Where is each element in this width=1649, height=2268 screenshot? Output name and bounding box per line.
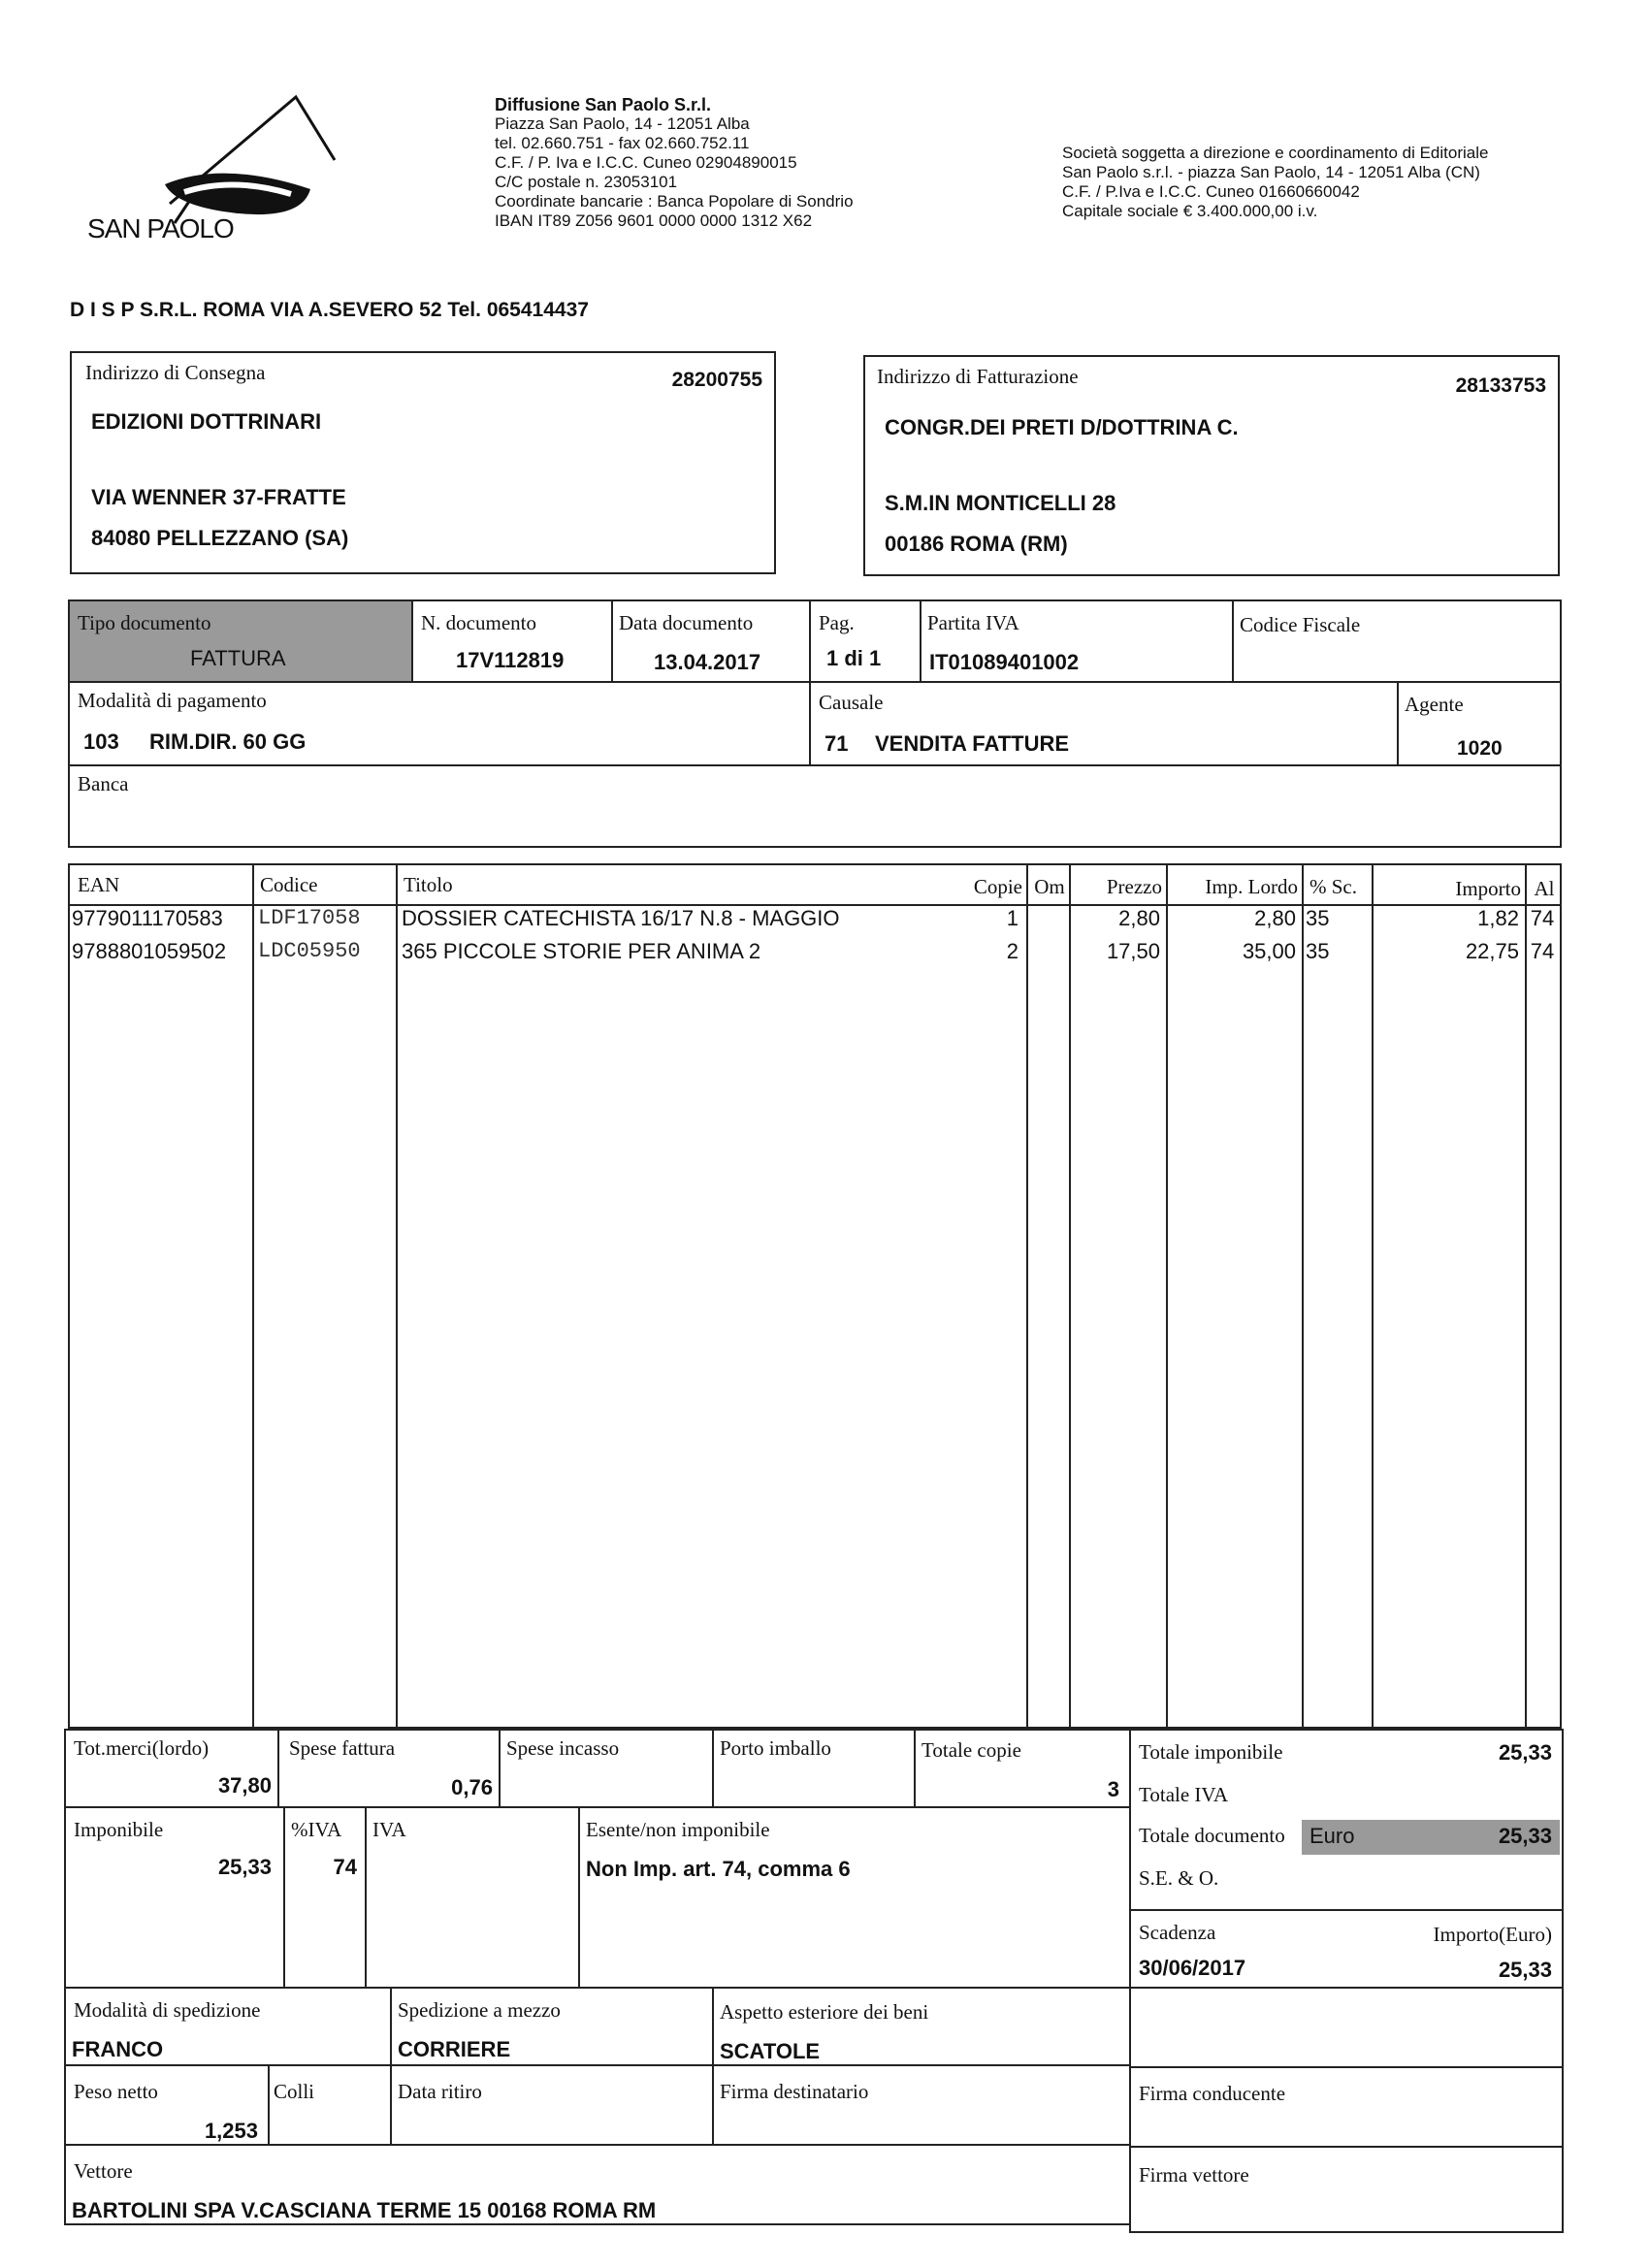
scadenza-label: Scadenza [1139, 1921, 1216, 1944]
iva-label: IVA [372, 1818, 406, 1841]
doc-page-value: 1 di 1 [826, 646, 882, 670]
doc-date-value: 13.04.2017 [654, 650, 761, 674]
row-discount: 35 [1306, 939, 1330, 963]
totale-documento-label: Totale documento [1139, 1824, 1285, 1847]
se-o-label: S.E. & O. [1139, 1866, 1219, 1890]
tot-merci-label: Tot.merci(lordo) [74, 1736, 210, 1760]
pickup-date-label: Data ritiro [398, 2080, 482, 2103]
row-code: LDC05950 [258, 939, 361, 963]
row-ean: 9779011170583 [72, 906, 223, 930]
company-phone: tel. 02.660.751 - fax 02.660.752.11 [495, 134, 750, 152]
row-al: 74 [1530, 939, 1555, 963]
payment-label: Modalità di pagamento [78, 689, 267, 712]
driver-signature-label: Firma conducente [1139, 2082, 1286, 2105]
billing-address-box [863, 355, 1560, 576]
row-price: 2,80 [1118, 906, 1160, 930]
totale-imponibile-value: 25,33 [1498, 1740, 1552, 1765]
col-header-om: Om [1034, 875, 1065, 898]
totale-copie-label: Totale copie [922, 1738, 1021, 1762]
distributor-line: D I S P S.R.L. ROMA VIA A.SEVERO 52 Tel. 065414437 [70, 299, 589, 321]
carrier-value: BARTOLINI SPA V.CASCIANA TERME 15 00168 ROMA RM [72, 2198, 657, 2222]
delivery-street: VIA WENNER 37-FRATTE [91, 485, 346, 509]
doc-number-label: N. documento [421, 611, 536, 634]
row-copies: 1 [1006, 906, 1018, 930]
percent-iva-label: %IVA [291, 1818, 342, 1841]
row-al: 74 [1530, 906, 1555, 930]
company-bank: Coordinate bancarie : Banca Popolare di Sondrio [495, 192, 854, 211]
document-info-box [68, 599, 1562, 848]
col-header-title: Titolo [404, 873, 453, 896]
company-vat: C.F. / P. Iva e I.C.C. Cuneo 02904890015 [495, 153, 797, 172]
col-header-al: Al [1534, 877, 1555, 900]
billing-street: S.M.IN MONTICELLI 28 [885, 491, 1116, 515]
row-ean: 9788801059502 [72, 939, 227, 963]
company-info [495, 95, 999, 231]
shipping-mode-label: Modalità di spedizione [74, 1998, 261, 2022]
shipping-means-label: Spedizione a mezzo [398, 1998, 561, 2022]
importo-euro-label: Importo(Euro) [1433, 1923, 1552, 1946]
spese-incasso-label: Spese incasso [506, 1736, 620, 1760]
spese-fattura-value: 0,76 [451, 1775, 493, 1799]
direction-line-1: Società soggetta a direzione e coordinamento di Editoriale [1062, 144, 1489, 162]
doc-type-label: Tipo documento [78, 611, 211, 634]
doc-date-label: Data documento [619, 611, 754, 634]
company-address: Piazza San Paolo, 14 - 12051 Alba [495, 114, 750, 133]
totale-iva-label: Totale IVA [1139, 1783, 1229, 1806]
col-header-discount: % Sc. [1310, 875, 1357, 898]
doc-type-value: FATTURA [190, 646, 286, 670]
san-paolo-logo-mark [78, 87, 340, 233]
company-name: Diffusione San Paolo S.r.l. [495, 95, 712, 114]
currency-label: Euro [1310, 1824, 1355, 1848]
totale-documento-value: 25,33 [1498, 1824, 1552, 1848]
row-price: 17,50 [1106, 939, 1160, 963]
importo-euro-value: 25,33 [1498, 1958, 1552, 1982]
billing-city: 00186 ROMA (RM) [885, 532, 1068, 556]
items-table [68, 863, 1562, 1729]
logo-text: SAN PAOLO [87, 213, 234, 243]
causale-label: Causale [819, 691, 884, 714]
delivery-label: Indirizzo di Consegna [85, 361, 266, 384]
net-weight-value: 1,253 [204, 2119, 258, 2143]
net-weight-label: Peso netto [74, 2080, 158, 2103]
delivery-address-box [70, 351, 776, 574]
row-code: LDF17058 [258, 906, 361, 930]
delivery-code: 28200755 [671, 369, 762, 391]
row-gross: 35,00 [1242, 939, 1296, 963]
col-header-price: Prezzo [1106, 875, 1162, 898]
col-header-code: Codice [260, 873, 318, 896]
recipient-signature-label: Firma destinatario [720, 2080, 869, 2103]
bank-label: Banca [78, 772, 129, 795]
col-header-copies: Copie [973, 875, 1022, 898]
shipping-means-value: CORRIERE [398, 2037, 511, 2061]
billing-label: Indirizzo di Fatturazione [877, 365, 1079, 388]
causale-value: VENDITA FATTURE [875, 731, 1070, 756]
payment-code: 103 [83, 729, 119, 754]
delivery-city: 84080 PELLEZZANO (SA) [91, 526, 349, 550]
col-header-amount: Importo [1455, 877, 1521, 900]
porto-imballo-label: Porto imballo [720, 1736, 831, 1760]
vat-label: Partita IVA [927, 611, 1019, 634]
row-amount: 22,75 [1465, 939, 1519, 963]
esente-label: Esente/non imponibile [586, 1818, 770, 1841]
carrier-signature-label: Firma vettore [1139, 2163, 1249, 2187]
causale-code: 71 [824, 731, 849, 756]
percent-iva-value: 74 [333, 1855, 357, 1879]
row-title: 365 PICCOLE STORIE PER ANIMA 2 [402, 939, 761, 963]
spese-fattura-label: Spese fattura [289, 1736, 396, 1760]
row-copies: 2 [1006, 939, 1018, 963]
company-logo [78, 87, 340, 252]
scadenza-value: 30/06/2017 [1139, 1956, 1246, 1980]
carrier-label: Vettore [74, 2159, 133, 2183]
company-iban: IBAN IT89 Z056 9601 0000 0000 1312 X62 [495, 211, 813, 230]
payment-value: RIM.DIR. 60 GG [149, 729, 307, 754]
totale-imponibile-label: Totale imponibile [1139, 1740, 1283, 1764]
row-discount: 35 [1306, 906, 1330, 930]
direction-line-2: San Paolo s.r.l. - piazza San Paolo, 14 - 12051 Alba (CN) [1062, 163, 1480, 181]
col-header-gross: Imp. Lordo [1205, 875, 1298, 898]
col-header-ean: EAN [78, 873, 120, 896]
direction-line-3: C.F. / P.Iva e I.C.C. Cuneo 01660660042 [1062, 182, 1360, 201]
agent-label: Agente [1405, 693, 1464, 716]
billing-code: 28133753 [1455, 374, 1546, 397]
agent-value: 1020 [1457, 737, 1503, 760]
row-gross: 2,80 [1254, 906, 1296, 930]
goods-aspect-value: SCATOLE [720, 2039, 821, 2063]
goods-aspect-label: Aspetto esteriore dei beni [720, 2000, 929, 2024]
row-title: DOSSIER CATECHISTA 16/17 N.8 - MAGGIO [402, 906, 840, 930]
colli-label: Colli [274, 2080, 315, 2103]
company-postal: C/C postale n. 23053101 [495, 173, 678, 191]
company-capital: Capitale sociale € 3.400.000,00 i.v. [1062, 202, 1318, 220]
esente-value: Non Imp. art. 74, comma 6 [586, 1857, 851, 1881]
billing-name: CONGR.DEI PRETI D/DOTTRINA C. [885, 415, 1239, 439]
tot-merci-value: 37,80 [217, 1773, 272, 1798]
imponibile-label: Imponibile [74, 1818, 164, 1841]
vat-value: IT01089401002 [929, 650, 1080, 674]
totale-copie-value: 3 [1107, 1777, 1119, 1801]
doc-number-value: 17V112819 [456, 648, 565, 672]
fiscal-code-label: Codice Fiscale [1240, 613, 1361, 636]
delivery-name: EDIZIONI DOTTRINARI [91, 409, 322, 434]
row-amount: 1,82 [1477, 906, 1519, 930]
shipping-mode-value: FRANCO [72, 2037, 164, 2061]
imponibile-value: 25,33 [217, 1855, 272, 1879]
doc-page-label: Pag. [819, 611, 855, 634]
company-direction [1062, 144, 1625, 221]
